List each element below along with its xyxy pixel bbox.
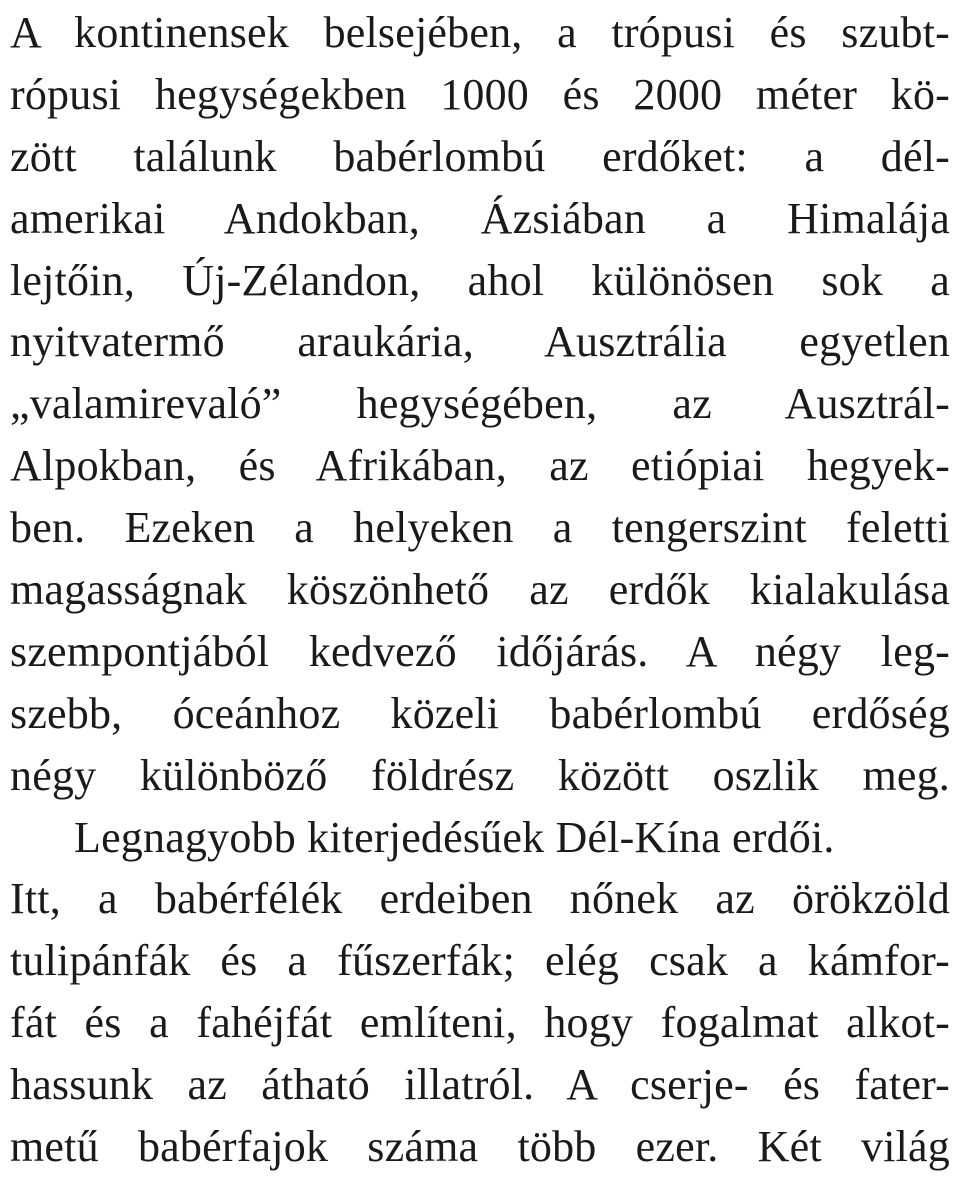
text-line-12: szebb, óceánhoz közeli babérlombú erdőség (10, 688, 950, 738)
text-line-11: szempontjából kedvező időjárás. A négy leg- (10, 626, 950, 676)
text-line-17: fát és a fahéjfát említeni, hogy fogalmat alkot- (10, 998, 950, 1048)
text-line-1: A kontinensek belsejében, a trópusi és szubt- (10, 8, 950, 57)
text-line-2: rópusi hegységekben 1000 és 2000 méter kö- (10, 69, 950, 119)
text-line-18: hassunk az átható illatról. A cserje- és fater- (10, 1060, 950, 1110)
text-line-16: tulipánfák és a fűszerfák; elég csak a kámfor- (10, 936, 950, 986)
text-line-19: metű babérfajok száma több ezer. Két világ (10, 1122, 950, 1172)
text-line-4: amerikai Andokban, Ázsiában a Himalája (10, 193, 950, 243)
text-line-6: nyitvatermő araukária, Ausztrália egyetlen (10, 317, 950, 367)
text-line-3: zött találunk babérlombú erdőket: a dél- (10, 131, 950, 181)
text-line-10: magasságnak köszönhető az erdők kialakulása (10, 565, 950, 615)
text-line-15: Itt, a babérfélék erdeiben nőnek az örökzöld (10, 874, 950, 924)
body-paragraph (10, 2, 950, 1178)
text-line-8: Alpokban, és Afrikában, az etiópiai hegyek- (10, 441, 950, 491)
text-line-14: Legnagyobb kiterjedésűek Dél-Kína erdői. (74, 812, 835, 862)
text-line-7: „valamirevaló” hegységében, az Ausztrál- (10, 379, 950, 429)
text-line-5: lejtőin, Új-Zélandon, ahol különösen sok a (10, 255, 950, 305)
text-line-13: négy különböző földrész között oszlik meg. (10, 750, 950, 800)
text-line-9: ben. Ezeken a helyeken a tengerszint feletti (10, 503, 950, 553)
